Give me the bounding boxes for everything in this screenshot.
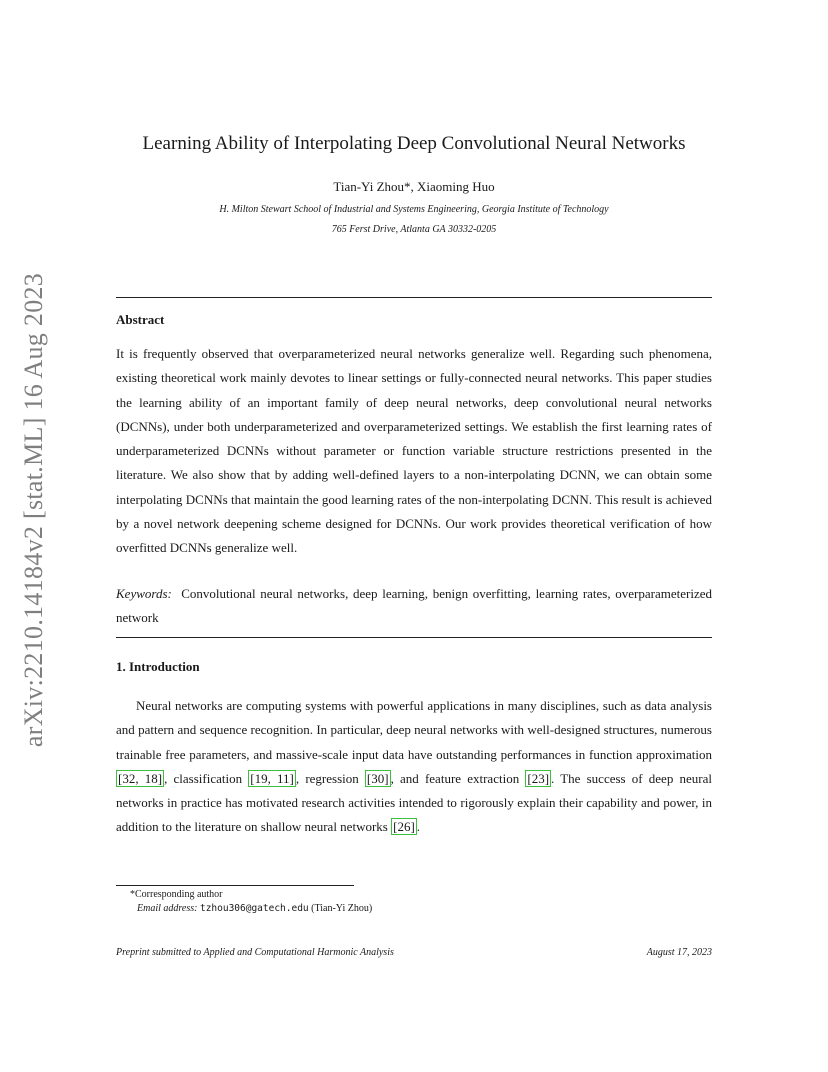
- footnote-rule: [116, 885, 354, 886]
- author-list: Tian-Yi Zhou*, Xiaoming Huo: [333, 179, 495, 194]
- introduction-paragraph: [116, 694, 712, 840]
- intro-text-3: , regression: [295, 770, 365, 786]
- paper-title: Learning Ability of Interpolating Deep Convolutional Neural Networks: [142, 133, 686, 154]
- email-suffix: (Tian-Yi Zhou): [308, 903, 373, 914]
- abstract-top-rule: [116, 297, 712, 298]
- keywords: [116, 582, 712, 631]
- abstract-bottom-rule: [116, 637, 712, 638]
- footnote-corresponding-author: *Corresponding author: [130, 889, 223, 900]
- arxiv-stamp: arXiv:2210.14184v2 [stat.ML] 16 Aug 2023: [19, 272, 48, 748]
- citation-link[interactable]: [32, 18]: [118, 770, 163, 786]
- email-address[interactable]: tzhou306@gatech.edu: [199, 903, 309, 914]
- email-label: Email address:: [137, 903, 198, 914]
- intro-text-5: . The success of deep neural networks in practice has motivated research activities intended to rigorously explain their capability and power, in addition to the literature on shallow neural networks: [116, 770, 712, 835]
- citation-link[interactable]: [23]: [527, 770, 550, 786]
- intro-text-1: Neural networks are computing systems with powerful applications in many disciplines, such as data analysis and pattern and sequence recognition. In particular, deep neural networks with well-designed structures, numerous trainable free parameters, and massive-scale input data have outstanding performances in function approximation: [116, 698, 712, 762]
- affiliation-line-1: H. Milton Stewart School of Industrial and Systems Engineering, Georgia Institute of Technology: [219, 204, 609, 215]
- affiliation-line-2: 765 Ferst Drive, Atlanta GA 30332-0205: [331, 224, 497, 235]
- intro-text-6: .: [416, 819, 421, 835]
- keywords-label: Keywords:: [116, 586, 172, 601]
- citation-link[interactable]: [19, 11]: [250, 770, 294, 786]
- citation-link[interactable]: [26]: [393, 819, 415, 835]
- abstract-text: It is frequently observed that overparameterized neural networks generalize well. Regarding such phenomena, existing theoretical work mainly devotes to linear settings or fully-connected neural networks. This paper studies the learning ability of an important family of deep neural networks, deep convolutional neural networks (DCNNs), under both underparameterized and overparameterized settings. We establish the first learning rates of underparameterized DCNNs without parameter or function variable structure restrictions presented in the literature. We also show that by adding well-defined layers to a non-interpolating DCNN, we can obtain some interpolating DCNNs that maintain the good learning rates of the non-interpolating DCNN. This result is achieved by a novel network deepening scheme designed for DCNNs. Our work provides theoretical verification of how overfitted DCNNs generalize well.: [116, 346, 712, 556]
- intro-text-4: , and feature extraction: [390, 770, 526, 786]
- citation-link[interactable]: [30]: [366, 770, 389, 786]
- abstract-heading: Abstract: [116, 312, 165, 327]
- footnote-email: [137, 903, 372, 914]
- intro-text-2: , classification: [164, 770, 249, 786]
- keywords-text: Convolutional neural networks, deep learning, benign overfitting, learning rates, overparameterized network: [116, 586, 713, 626]
- footer-date: August 17, 2023: [646, 947, 712, 958]
- footer-preprint-note: Preprint submitted to Applied and Computational Harmonic Analysis: [116, 947, 394, 958]
- section-heading-introduction: 1. Introduction: [116, 659, 200, 674]
